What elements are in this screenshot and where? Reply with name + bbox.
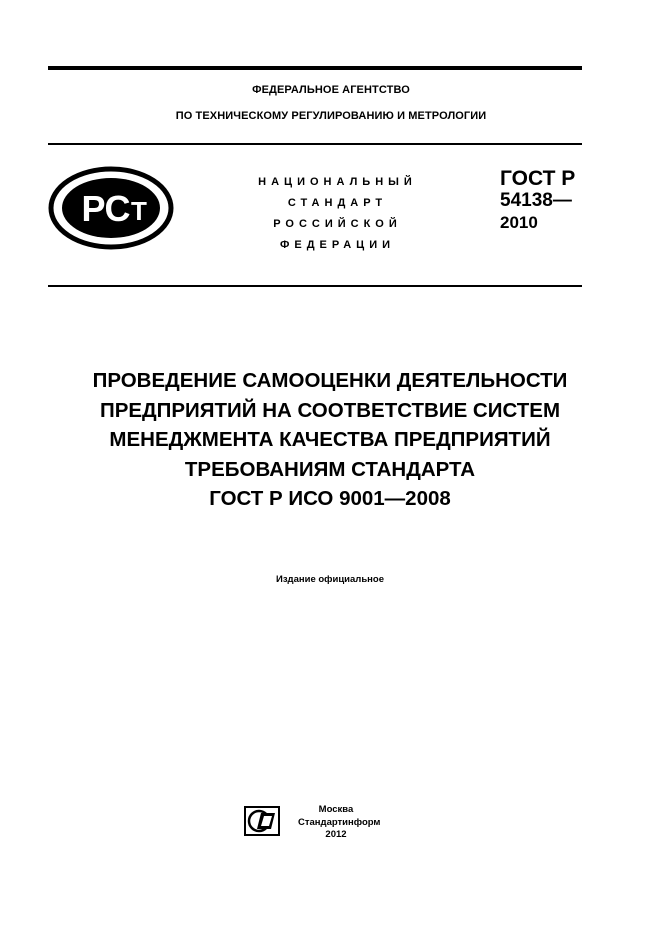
standartinform-logo-icon <box>244 806 280 836</box>
title-line: ПРЕДПРИЯТИЙ НА СООТВЕТСТВИЕ СИСТЕМ <box>99 398 561 422</box>
header-bottom-rule <box>48 285 582 287</box>
publisher-block <box>298 804 381 842</box>
svg-text:Т: Т <box>131 196 147 226</box>
top-rule <box>48 66 582 70</box>
agency-name-line-1: ФЕДЕРАЛЬНОЕ АГЕНТСТВО <box>252 84 410 96</box>
standard-designation <box>500 168 575 234</box>
title-line: ГОСТ Р ИСО 9001—2008 <box>209 487 451 510</box>
national-standard-line: РОССИЙСКОЙ <box>273 218 402 230</box>
publisher-city: Москва <box>318 804 354 815</box>
edition-note: Издание официальное <box>276 574 384 585</box>
national-standard-line: НАЦИОНАЛЬНЫЙ <box>258 176 417 188</box>
national-standard-label <box>222 172 448 256</box>
agency-name-line-2: ПО ТЕХНИЧЕСКОМУ РЕГУЛИРОВАНИЮ И МЕТРОЛОГИИ <box>175 110 487 122</box>
logo-letters: РС <box>81 188 131 229</box>
publisher-name: Стандартинформ <box>298 816 381 828</box>
designation-line-1: ГОСТ Р <box>500 167 576 190</box>
title-line: ТРЕБОВАНИЯМ СТАНДАРТА <box>184 457 476 481</box>
designation-line-2: 54138— <box>500 190 572 211</box>
title-line: МЕНЕДЖМЕНТА КАЧЕСТВА ПРЕДПРИЯТИЙ <box>109 428 551 451</box>
document-title <box>20 366 640 514</box>
header-divider <box>48 143 582 145</box>
publication-year: 2012 <box>325 829 347 840</box>
title-line: ПРОВЕДЕНИЕ САМООЦЕНКИ ДЕЯТЕЛЬНОСТИ <box>92 369 568 392</box>
national-standard-line: ФЕДЕРАЦИИ <box>279 239 396 251</box>
gost-r-logo-icon <box>48 166 174 250</box>
designation-line-3: 2010 <box>500 213 538 232</box>
national-standard-line: СТАНДАРТ <box>287 197 388 209</box>
